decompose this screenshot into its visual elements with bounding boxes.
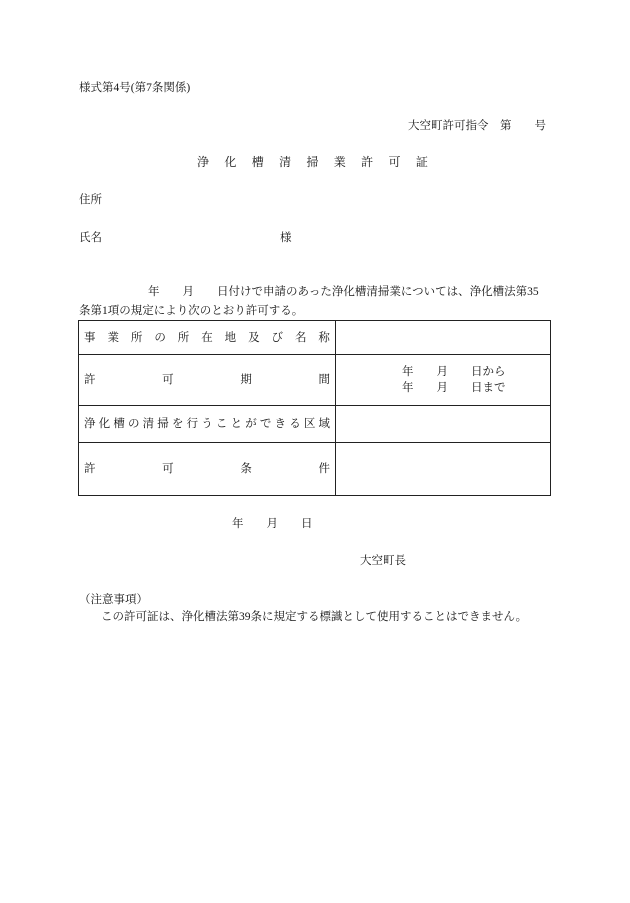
row-label-area bbox=[84, 416, 330, 432]
label-char: 条 bbox=[240, 463, 252, 475]
row-label-conditions bbox=[84, 461, 330, 477]
issue-date: 年 月 日 bbox=[232, 518, 313, 530]
label-char: 域 bbox=[318, 418, 330, 430]
label-char: 証 bbox=[415, 155, 428, 169]
label-char: 掃 bbox=[157, 418, 169, 430]
label-char: 可 bbox=[162, 463, 174, 475]
label-char: と bbox=[230, 418, 243, 430]
label-char: を bbox=[171, 418, 184, 430]
label-char: 所 bbox=[177, 331, 190, 344]
label-char: 件 bbox=[318, 463, 330, 475]
permit-reference: 大空町許可指令 第 号 bbox=[408, 120, 546, 132]
label-char: 許 bbox=[361, 155, 374, 169]
row-label-period bbox=[84, 372, 330, 388]
label-char: 清 bbox=[142, 418, 155, 430]
label-char: び bbox=[271, 331, 283, 344]
row-label-cell bbox=[79, 406, 336, 442]
label-char: 可 bbox=[162, 374, 174, 386]
period-start: 年 月 日から bbox=[402, 366, 506, 378]
permit-table bbox=[78, 320, 551, 496]
row-value-cell bbox=[336, 321, 550, 354]
label-char: き bbox=[274, 418, 287, 430]
body-line-2: 条第1項の規定により次のとおり許可する。 bbox=[79, 305, 304, 317]
name-label: 氏名 bbox=[79, 232, 102, 244]
label-char: 槽 bbox=[113, 418, 125, 430]
row-label-cell bbox=[79, 443, 336, 495]
label-char: 間 bbox=[318, 374, 330, 386]
label-char: 区 bbox=[303, 418, 316, 430]
issuer: 大空町長 bbox=[360, 555, 406, 567]
label-char: 掃 bbox=[306, 155, 319, 169]
label-char: 清 bbox=[279, 155, 292, 169]
honorific: 様 bbox=[280, 232, 292, 244]
label-char: 期 bbox=[240, 374, 252, 386]
label-char: が bbox=[245, 418, 257, 430]
label-char: 許 bbox=[84, 374, 96, 386]
row-label-office bbox=[84, 330, 330, 346]
label-char: 業 bbox=[333, 155, 346, 169]
label-char: の bbox=[127, 418, 140, 430]
notes-heading: （注意事項） bbox=[79, 594, 148, 606]
row-label-cell bbox=[79, 321, 336, 354]
table-row bbox=[79, 406, 550, 443]
label-char: 浄 bbox=[84, 418, 96, 430]
table-row bbox=[79, 321, 550, 355]
document-title bbox=[197, 154, 428, 170]
label-char: 化 bbox=[224, 155, 237, 169]
label-char: 化 bbox=[98, 418, 111, 430]
label-char: 槽 bbox=[251, 155, 264, 169]
label-char: 所 bbox=[130, 331, 143, 344]
table-row bbox=[79, 443, 550, 495]
label-char: 行 bbox=[186, 418, 199, 430]
label-char: 名 bbox=[294, 331, 307, 344]
row-label-cell bbox=[79, 355, 336, 405]
notes-text: この許可証は、浄化槽法第39条に規定する標識として使用することはできません。 bbox=[101, 611, 528, 623]
label-char: 可 bbox=[388, 155, 401, 169]
label-char: 業 bbox=[107, 331, 119, 344]
label-char: 事 bbox=[84, 331, 96, 344]
label-char: 称 bbox=[318, 331, 330, 344]
row-value-cell bbox=[336, 406, 550, 442]
label-char: 浄 bbox=[197, 155, 210, 169]
label-char: で bbox=[259, 418, 272, 430]
row-value-cell bbox=[336, 355, 550, 405]
body-line-1: 年 月 日付けで申請のあった浄化槽清掃業については、浄化槽法第35 bbox=[148, 286, 539, 298]
label-char: る bbox=[289, 418, 301, 430]
row-value-cell bbox=[336, 443, 550, 495]
label-char: う bbox=[201, 418, 213, 430]
label-char: 地 bbox=[224, 331, 237, 344]
label-char: 及 bbox=[248, 331, 260, 344]
address-label: 住所 bbox=[79, 194, 102, 206]
label-char: の bbox=[154, 331, 166, 344]
table-row bbox=[79, 355, 550, 406]
label-char: こ bbox=[215, 418, 228, 430]
label-char: 在 bbox=[201, 331, 213, 344]
form-number: 様式第4号(第7条関係) bbox=[79, 82, 191, 94]
label-char: 許 bbox=[84, 463, 96, 475]
period-end: 年 月 日まで bbox=[402, 382, 506, 394]
